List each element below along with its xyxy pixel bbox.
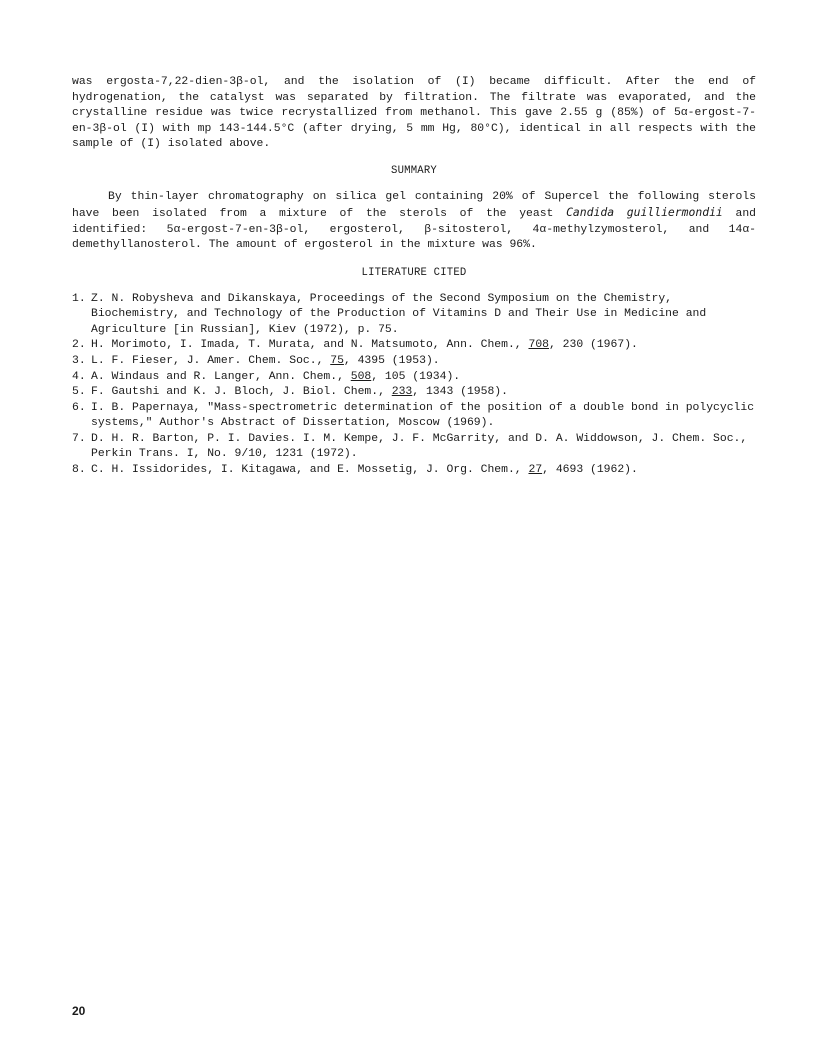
reference-volume: 708: [528, 339, 549, 352]
reference-item: [72, 401, 756, 432]
summary-text-before: By thin-layer chromatography on silica gel containing 20% of Supercel the following sterols have been isolated from a mixture of the sterols of the yeast: [72, 190, 756, 221]
reference-text: I. B. Papernaya, "Mass-spectrometric determination of the position of a double bond in polycyclic systems," Author's Abstract of Dissertation, Moscow (1969).: [91, 401, 755, 430]
reference-number: 7.: [72, 432, 86, 445]
reference-volume: 75: [330, 354, 344, 367]
reference-text-tail: , 4395 (1953).: [343, 354, 440, 367]
reference-number: 2.: [72, 339, 86, 352]
reference-text-tail: , 105 (1934).: [371, 370, 461, 383]
reference-number: 6.: [72, 401, 86, 414]
reference-text: Z. N. Robysheva and Dikanskaya, Proceedings of the Second Symposium on the Chemistry, Biochemistry, and Technology of the Production of Vitamins D and Their Use in Medicine and Agriculture [in Russian], Kiev (1972), p. 75.: [91, 292, 707, 336]
summary-text-after: and identified: 5α-ergost-7-en-3β-ol, ergosterol, β-sitosterol, 4α-methylzymosterol, and 14α-demethyllanosterol. The amount of ergosterol in the mixture was 96%.: [72, 208, 756, 252]
reference-item: [72, 463, 756, 479]
reference-item: [72, 370, 756, 386]
reference-item: [72, 354, 756, 370]
reference-number: 4.: [72, 370, 86, 383]
intro-paragraph: was ergosta-7,22-dien-3β-ol, and the isolation of (I) became difficult. After the end of hydrogenation, the catalyst was separated by filtration. The filtrate was evaporated, and the crystalline residue was twice recrystallized from methanol. This gave 2.55 g (85%) of 5α-ergost-7-en-3β-ol (I) with mp 143-144.5°C (after drying, 5 mm Hg, 80°C), identical in all respects with the sample of (I) isolated above.: [72, 76, 756, 151]
page-number: 20: [72, 1004, 86, 1018]
reference-volume: 508: [350, 370, 372, 383]
reference-item: [72, 385, 756, 401]
reference-volume: 233: [391, 386, 413, 399]
reference-number: 1.: [72, 292, 86, 305]
reference-text: F. Gautshi and K. J. Bloch, J. Biol. Chem.,: [91, 386, 392, 399]
reference-item: [72, 338, 756, 354]
summary-paragraph: [72, 190, 756, 254]
species-name: Candida guilliermondii: [566, 205, 723, 220]
reference-number: 3.: [72, 354, 86, 367]
reference-item: [72, 292, 756, 339]
reference-list: [72, 292, 756, 479]
reference-text: H. Morimoto, I. Imada, T. Murata, and N. Matsumoto, Ann. Chem.,: [91, 339, 529, 352]
reference-text-tail: , 230 (1967).: [549, 339, 638, 352]
literature-heading: LITERATURE CITED: [361, 266, 467, 279]
reference-number: 8.: [72, 464, 86, 477]
reference-number: 5.: [72, 386, 86, 399]
summary-heading: SUMMARY: [391, 164, 437, 177]
reference-volume: 27: [528, 464, 543, 477]
reference-text: L. F. Fieser, J. Amer. Chem. Soc.,: [91, 354, 331, 367]
reference-text-tail: , 1343 (1958).: [412, 386, 508, 399]
reference-text: A. Windaus and R. Langer, Ann. Chem.,: [91, 370, 351, 383]
reference-text: D. H. R. Barton, P. I. Davies. I. M. Kempe, J. F. McGarrity, and D. A. Widdowson, J. Chem. Soc., Perkin Trans. I, No. 9/10, 1231 (1972).: [91, 432, 748, 461]
reference-item: [72, 432, 756, 463]
page-body: [72, 75, 756, 479]
reference-text: C. H. Issidorides, I. Kitagawa, and E. Mossetig, J. Org. Chem.,: [91, 464, 529, 477]
reference-text-tail: , 4693 (1962).: [542, 464, 638, 477]
